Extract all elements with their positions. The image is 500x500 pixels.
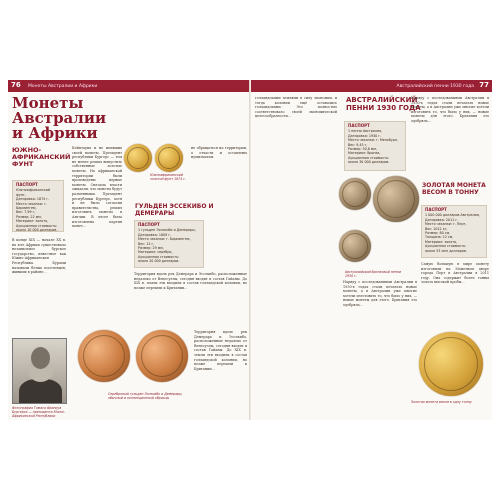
left-page xyxy=(8,80,251,420)
south-africa-pound-reverse xyxy=(155,144,183,172)
passport-line: Материал: бронза, xyxy=(348,151,381,156)
passport-line: Аукционная стоимость: xyxy=(425,244,467,249)
penny-obverse-large xyxy=(373,176,419,222)
right-page-number: 77 xyxy=(479,81,489,89)
coin-rim xyxy=(342,233,368,259)
passport-line: 1 пенни Австралия, xyxy=(348,129,383,134)
body-text-mid-col: Наряду с исследованиями Австралии в 1930-х годах стали печатать новые монеты, а в Австралии уже многие хотели изготовить то, что было у них, — новые монеты для этого. Британия это одобряла... xyxy=(343,280,417,307)
passport-line: Датировка: 1930 г. xyxy=(348,133,382,138)
body-text-left-col: голландскими землями в силу экономии, и тогда колонии ещё оставались голландскими. Это полностью соответствовало своей экономической целесообразности... xyxy=(255,96,337,119)
passport-line: около 30 000 долларов. xyxy=(348,160,390,165)
passport-line: Толщина: 12 см, xyxy=(425,235,454,240)
passport-line: Аукционная стоимость: xyxy=(348,155,390,160)
coin-rim xyxy=(83,335,125,377)
passport-line: Материал: золото, xyxy=(16,219,49,224)
passport-line: Место чеканки: г. Мельбурн, xyxy=(348,138,399,143)
passport-line: 1 гульден Эссекибо и Демерары, xyxy=(138,228,196,233)
coin-rim xyxy=(342,181,368,207)
burgers-portrait xyxy=(12,338,67,404)
passport-south-africa xyxy=(12,180,64,232)
passport-line: Размер: 22 мм, xyxy=(16,214,42,219)
passport-line: Аукционная стоимость: xyxy=(16,223,58,228)
body-text-col1: В конце XIX — начале XX в. на юге Африки существовало независимое бурское государство, известное как Южно-Африканская Республика. Бурами называли белых поселенцев, живших в районе... xyxy=(12,238,66,275)
right-page xyxy=(251,80,492,420)
penny-caption: Австралийский бронзовый пенни 1930 г. xyxy=(345,270,402,278)
guilder-coin-obverse xyxy=(78,330,130,382)
passport-line: Место чеканки: г. Бирмингем, xyxy=(138,237,191,242)
gold-tonne-coin xyxy=(419,332,483,396)
coin-rim xyxy=(424,337,478,391)
coin-rim xyxy=(158,147,180,169)
passport-title: ПАСПОРТ xyxy=(348,123,370,128)
passport-line: Вес: 12 г, xyxy=(138,241,155,246)
passport-line: Датировка: 1874 г. xyxy=(16,197,50,202)
passport-line: Место чеканки: г. Бирмингем, xyxy=(16,201,47,211)
south-africa-pound-obverse xyxy=(124,144,152,172)
right-header-text: Австралийский пенни 1930 года xyxy=(396,83,474,89)
passport-australian-penny xyxy=(344,121,406,171)
body-text-guilder: Территория вдоль рек Демерара и Эссекибо, расположенные недалеко от Венесуэлы, сегодня входит в состав Гайаны. До XIX в. земли эти входили в состав голландской колонии, но позже перешли к Британии... xyxy=(134,272,247,290)
guilder-heading: ГУЛЬДЕН ЭССЕКИБО И ДЕМЕРАРЫ xyxy=(135,203,214,217)
body-text-col3: не обращаться на территории, а отчасти и оставлены нумизматам. xyxy=(191,146,247,160)
passport-line: Аукционная стоимость: xyxy=(138,254,180,259)
passport-line: около 10 000 долларов. xyxy=(16,228,58,233)
guilder-caption: Серебряный гульден Эссекибо и Демерары, обычный и коллекционный образцы xyxy=(108,392,183,400)
passport-line: Размер: 30,8 мм, xyxy=(348,147,377,152)
coin-rim xyxy=(377,180,415,218)
coin-rim xyxy=(141,335,183,377)
passport-line: 1 000 000 долларов Австралия, xyxy=(425,213,480,218)
passport-line: Вес: 9,45 г, xyxy=(348,142,368,147)
south-africa-heading: ЮЖНО-АФРИКАНСКИЙ ФУНТ xyxy=(12,146,71,168)
passport-title: ПАСПОРТ xyxy=(16,182,38,187)
passport-line: Материал: золото, xyxy=(425,239,458,244)
passport-title: ПАСПОРТ xyxy=(425,207,447,212)
guilder-coin-reverse xyxy=(136,330,188,382)
body-text-right-col-top: Наряду с исследованиями Австралии в 1930-х годах стали печатать новые монеты, а в Австралии уже многие хотели изготовить то, что было у них, — новые монеты для этого. Британия это одобряла... xyxy=(411,96,489,123)
passport-line: около 53 млн долларов. xyxy=(425,248,467,253)
gold-coin-caption: Золотая монета весом в одну тонну xyxy=(411,400,472,404)
passport-line: Вес: 1012 кг, xyxy=(425,226,448,231)
passport-line: Датировка: 1809 г. xyxy=(138,232,172,237)
portrait-body xyxy=(19,379,62,404)
passport-line: Материал: серебро, xyxy=(138,250,173,255)
portrait-caption: Фотография Томаса Франсуа Бургерса — президента Южно-Африканской Республики xyxy=(12,406,66,418)
coin-rim xyxy=(127,147,149,169)
penny-obverse-small xyxy=(339,178,371,210)
passport-line: около 20 000 долларов. xyxy=(138,259,180,264)
left-header-bar xyxy=(8,80,251,92)
passport-line: Размер: 80 см, xyxy=(425,231,451,236)
body-text-guilder-cont: Территория вдоль рек Демерара и Эссекибо, расположенные недалеко от Венесуэлы, сегодня входит в состав Гайаны. До XIX в. земли эти входили в состав голландской колонии, но позже перешли к Британии... xyxy=(194,330,247,371)
body-text-gold-coin: Самую большую в мире монету изготовили на Монетном дворе города Перт в Австралии в 2011 году. Она содержит более тонны золота высокой пробы... xyxy=(421,262,489,285)
page-title: Монеты Австралии и Африки xyxy=(12,94,107,142)
passport-line: Южноафриканский фунт, xyxy=(16,188,51,197)
passport-line: Место чеканки: г. Перт, xyxy=(425,222,467,227)
body-text-col2: Кейптауна и не имевших своей валюты. Президент республики Бургерс — тем не менее решил выпустить собственные золотые монеты. На африканской территории были произведены первые монеты. Сначала власти ожидали, что монеты будут разменными. Президент республики Бургерс, хотя и не было согласия правительства, решил изготовить монеты в Англии. В итоге была изготовлена партия монет... xyxy=(72,146,122,229)
passport-guilder xyxy=(134,220,204,268)
australian-penny-heading: АВСТРАЛИЙСКИЙ ПЕННИ 1930 ГОДА xyxy=(346,96,421,112)
penny-reverse-small xyxy=(339,230,371,262)
left-page-number: 76 xyxy=(11,81,21,89)
passport-gold-coin xyxy=(421,205,487,258)
passport-line: Вес: 7,99 г, xyxy=(16,210,36,215)
passport-title: ПАСПОРТ xyxy=(138,222,160,227)
passport-line: Размер: 29 мм, xyxy=(138,246,164,251)
left-header-text: Монеты Австралии и Африки xyxy=(28,83,98,89)
passport-line: Датировка: 2011 г. xyxy=(425,217,459,222)
right-header-bar xyxy=(251,80,492,92)
gold-tonne-heading: ЗОЛОТАЯ МОНЕТА ВЕСОМ В ТОННУ xyxy=(422,182,486,196)
portrait-head xyxy=(31,347,50,369)
coin-caption-sa: Южноафриканский золотой фунт 1874 г. xyxy=(150,173,186,181)
